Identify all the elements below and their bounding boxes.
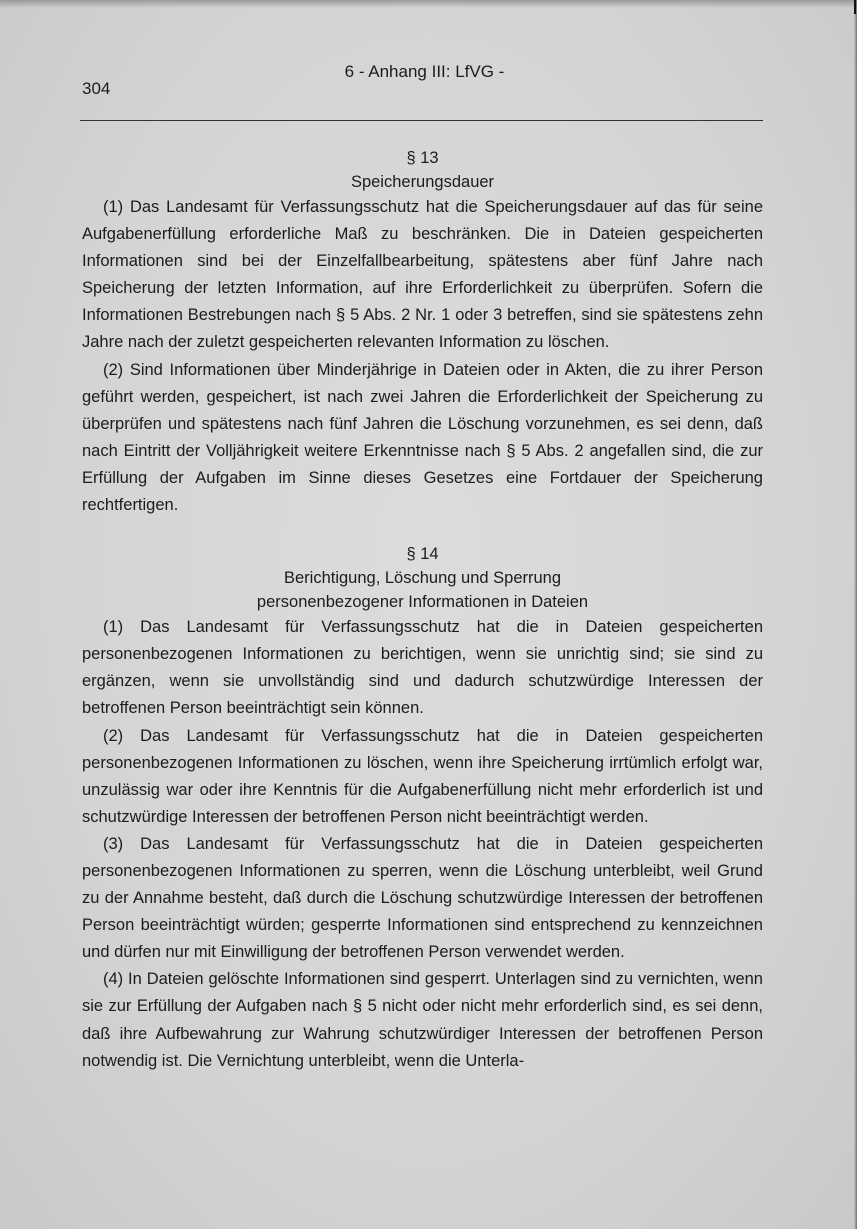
- section-title: [82, 566, 763, 614]
- section-number: § 13: [406, 149, 439, 167]
- paragraph: (2) Das Landesamt für Verfassungsschutz hat die in Dateien gespeicherten personenbezogenen Informationen zu löschen, wenn ihre Speicherung irrtümlich erfolgt war, unzulässig war oder ihre Kenntnis für die Aufgabenerfüllung nicht mehr erforderlich ist und schutzwürdige Interessen der betroffenen Person nicht beeinträchtigt werden.: [82, 726, 763, 826]
- running-header: 6 - Anhang III: LfVG -: [344, 62, 505, 81]
- section-number: § 14: [406, 545, 439, 564]
- scan-edge-mark: [854, 0, 856, 14]
- section-title-line: personenbezogener Informationen in Dateien: [256, 593, 589, 612]
- paragraph: (1) Das Landesamt für Verfassungsschutz hat die Speicherungsdauer auf das für seine Aufgabenerfüllung erforderliche Maß zu beschränken. Die in Dateien gespeicherten Informationen sind bei der Einzelfallbearbeitung, spätestens aber fünf Jahre nach Speicherung der letzten Information, auf ihre Erforderlichkeit zu überprüfen. Sofern die Informationen Bestrebungen nach § 5 Abs. 2 Nr. 1 oder 3 betreffen, sind sie spätestens zehn Jahre nach der zuletzt gespeicherten relevanten Information zu löschen.: [82, 198, 763, 352]
- page-number: 304: [82, 79, 111, 98]
- section-title: [82, 170, 763, 194]
- paragraph: (1) Das Landesamt für Verfassungsschutz hat die in Dateien gespeicherten personenbezogenen Informationen zu berichtigen, wenn sie unrichtig sind; sie sind zu ergänzen, wenn sie unvollständig sind und dadurch schutzwürdige Interessen der betroffenen Person beeinträchtigt sein können.: [82, 618, 763, 718]
- scan-top-shadow: [0, 0, 857, 8]
- section-gap: [82, 519, 763, 542]
- section-title-line: Berichtigung, Löschung und Sperrung: [283, 569, 562, 588]
- paragraph: (2) Sind Informationen über Minderjährige in Dateien oder in Akten, die zu ihrer Person geführt werden, gespeichert, ist nach zwei Jahren die Erforderlichkeit der Speicherung zu überprüfen und spätestens nach fünf Jahren die Löschung vorzunehmen, es sei denn, daß nach Eintritt der Volljährigkeit weitere Erkenntnisse nach § 5 Abs. 2 angefallen sind, die zur Erfüllung der Aufgaben im Sinne dieses Gesetzes eine Fortdauer der Speicherung rechtfertigen.: [82, 360, 763, 515]
- page-body: [82, 146, 763, 1075]
- paragraph: (3) Das Landesamt für Verfassungsschutz hat die in Dateien gespeicherten personenbezogenen Informationen zu sperren, wenn die Löschung unterbleibt, weil Grund zu der Annahme besteht, daß durch die Löschung schutzwürdige Interessen der betroffenen Person beeinträchtigt würden; gesperrte Informationen sind entsprechend zu kennzeichnen und dürfen nur mit Einwilligung der betroffenen Person verwendet werden.: [82, 834, 763, 962]
- section-13: [82, 146, 763, 519]
- header-rule: [80, 120, 763, 121]
- paragraph: (4) In Dateien gelöschte Informationen sind gesperrt. Unterlagen sind zu vernichten, wenn sie zur Erfüllung der Aufgaben nach § 5 nicht oder nicht mehr erforderlich sind, es sei denn, daß ihre Aufbewahrung zur Wahrung schutzwürdiger Interessen der betroffenen Person notwendig ist. Die Vernichtung unterbleibt, wenn die Unterla-: [82, 970, 763, 1070]
- section-14: [82, 542, 763, 1075]
- section-title-line: Speicherungsdauer: [350, 173, 495, 191]
